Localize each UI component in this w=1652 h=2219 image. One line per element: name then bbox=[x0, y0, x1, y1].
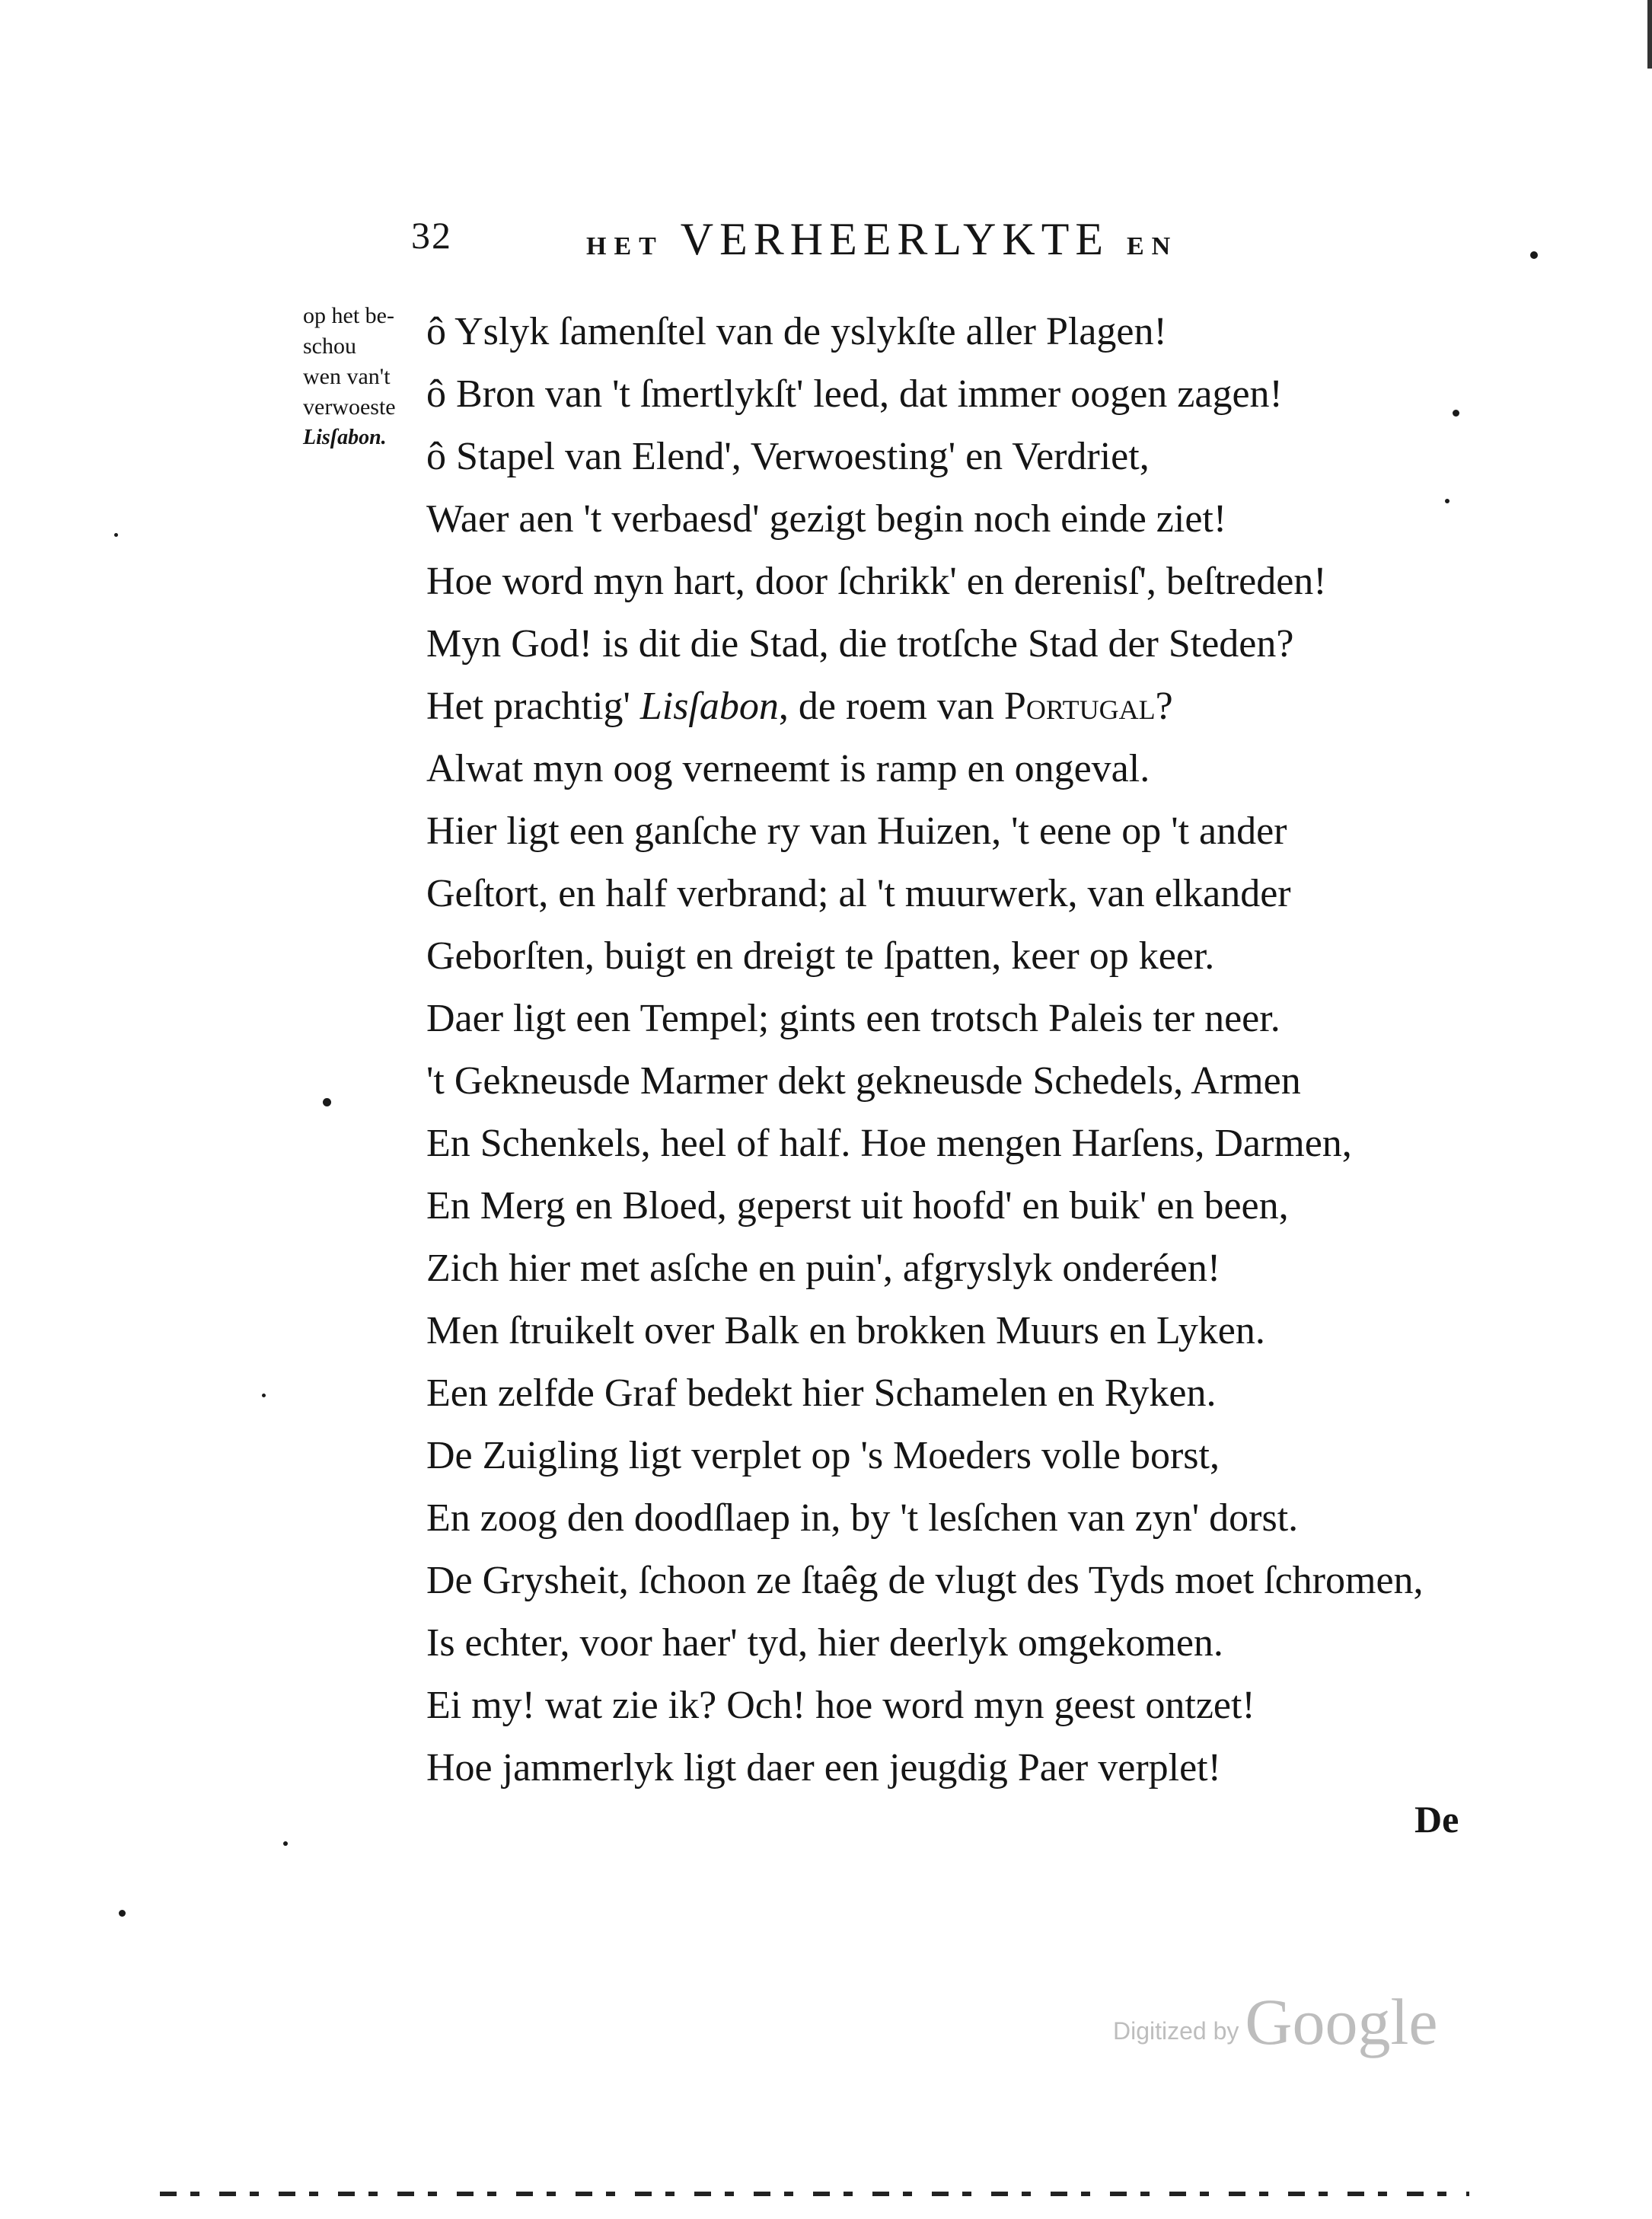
page-number: 32 bbox=[411, 214, 452, 257]
margin-note-line: schou bbox=[303, 334, 356, 359]
verse-line: Men ſtruikelt over Balk en brokken Muurs en Lyken. bbox=[426, 1309, 1265, 1352]
google-logo: Google bbox=[1245, 1985, 1438, 2058]
catchword: De bbox=[1414, 1798, 1459, 1841]
title-main: VERHEERLYKTE bbox=[680, 214, 1109, 264]
verse-line: En zoog den doodſlaep in, by 't lesſchen van zyn' dorst. bbox=[426, 1496, 1299, 1540]
verse-text: Het prachtig' bbox=[426, 685, 640, 728]
verse-line: ô Stapel van Elend', Verwoesting' en Verdriet, bbox=[426, 435, 1150, 478]
ink-speck bbox=[1530, 251, 1538, 259]
verse-line: ô Bron van 't ſmertlykſt' leed, dat immer oogen zagen! bbox=[426, 372, 1283, 416]
verse-line: Ei my! wat zie ik? Och! hoe word myn geest ontzet! bbox=[426, 1684, 1255, 1727]
title-prefix: HET bbox=[586, 232, 664, 260]
ink-speck bbox=[262, 1394, 266, 1397]
verse-text: , de roem van bbox=[778, 685, 1004, 728]
scan-edge-artifact bbox=[1647, 0, 1652, 69]
margin-note-line: wen van't bbox=[303, 364, 391, 389]
verse-city-name: Lisſabon bbox=[639, 685, 779, 728]
verse-line: Hoe word myn hart, door ſchrikk' en derenisſ', beſtreden! bbox=[426, 560, 1327, 603]
verse-line: Daer ligt een Tempel; gints een trotsch Paleis ter neer. bbox=[426, 997, 1280, 1040]
verse-line: ô Yslyk ſamenſtel van de yslykſte aller Plagen! bbox=[426, 310, 1167, 353]
verse-line: Waer aen 't verbaesd' gezigt begin noch einde ziet! bbox=[426, 497, 1227, 541]
ink-speck bbox=[323, 1098, 331, 1106]
watermark-prefix: Digitized by bbox=[1113, 2017, 1239, 2045]
verse-line: Zich hier met asſche en puin', afgryslyk onderéen! bbox=[426, 1247, 1221, 1290]
verse-line: En Merg en Bloed, geperst uit hoofd' en buik' en been, bbox=[426, 1184, 1289, 1228]
verse-line: Geborſten, buigt en dreigt te ſpatten, keer op keer. bbox=[426, 934, 1215, 978]
poem-body bbox=[426, 301, 1507, 1799]
verse-line: Alwat myn oog verneemt is ramp en ongeval. bbox=[426, 747, 1150, 790]
verse-text: ? bbox=[1155, 685, 1173, 728]
running-header bbox=[411, 213, 1325, 282]
ink-speck bbox=[1445, 499, 1449, 503]
margin-note bbox=[303, 303, 425, 455]
title-suffix: EN bbox=[1127, 232, 1178, 260]
margin-note-line: op het be- bbox=[303, 303, 394, 328]
margin-note-line: Lisſabon. bbox=[303, 426, 387, 449]
verse-country-name: Portugal bbox=[1003, 685, 1156, 728]
verse-line: De Zuigling ligt verplet op 's Moeders volle borst, bbox=[426, 1434, 1220, 1477]
verse-line: Is echter, voor haer' tyd, hier deerlyk omgekomen. bbox=[426, 1621, 1223, 1665]
ink-speck bbox=[283, 1841, 288, 1846]
ink-speck bbox=[1453, 410, 1459, 417]
verse-line bbox=[426, 675, 1507, 738]
verse-line: Myn God! is dit die Stad, die trotſche Stad der Steden? bbox=[426, 622, 1294, 666]
margin-note-line: verwoeste bbox=[303, 394, 396, 420]
verse-line: 't Gekneusde Marmer dekt gekneusde Schedels, Armen bbox=[426, 1059, 1301, 1103]
scan-edge-artifact bbox=[160, 2192, 1469, 2196]
verse-line: Hier ligt een ganſche ry van Huizen, 't eene op 't ander bbox=[426, 809, 1287, 853]
verse-line: Geſtort, en half verbrand; al 't muurwerk, van elkander bbox=[426, 872, 1291, 915]
verse-line: Hoe jammerlyk ligt daer een jeugdig Paer verplet! bbox=[426, 1746, 1221, 1790]
digitized-watermark bbox=[1113, 1984, 1438, 2060]
verse-line: Een zelfde Graf bedekt hier Schamelen en Ryken. bbox=[426, 1371, 1217, 1415]
ink-speck bbox=[119, 1910, 126, 1917]
verse-line: De Grysheit, ſchoon ze ſtaêg de vlugt des Tyds moet ſchromen, bbox=[426, 1559, 1424, 1602]
ink-speck bbox=[114, 533, 118, 537]
running-title bbox=[586, 213, 1178, 266]
verse-line: En Schenkels, heel of half. Hoe mengen Harſens, Darmen, bbox=[426, 1122, 1352, 1165]
